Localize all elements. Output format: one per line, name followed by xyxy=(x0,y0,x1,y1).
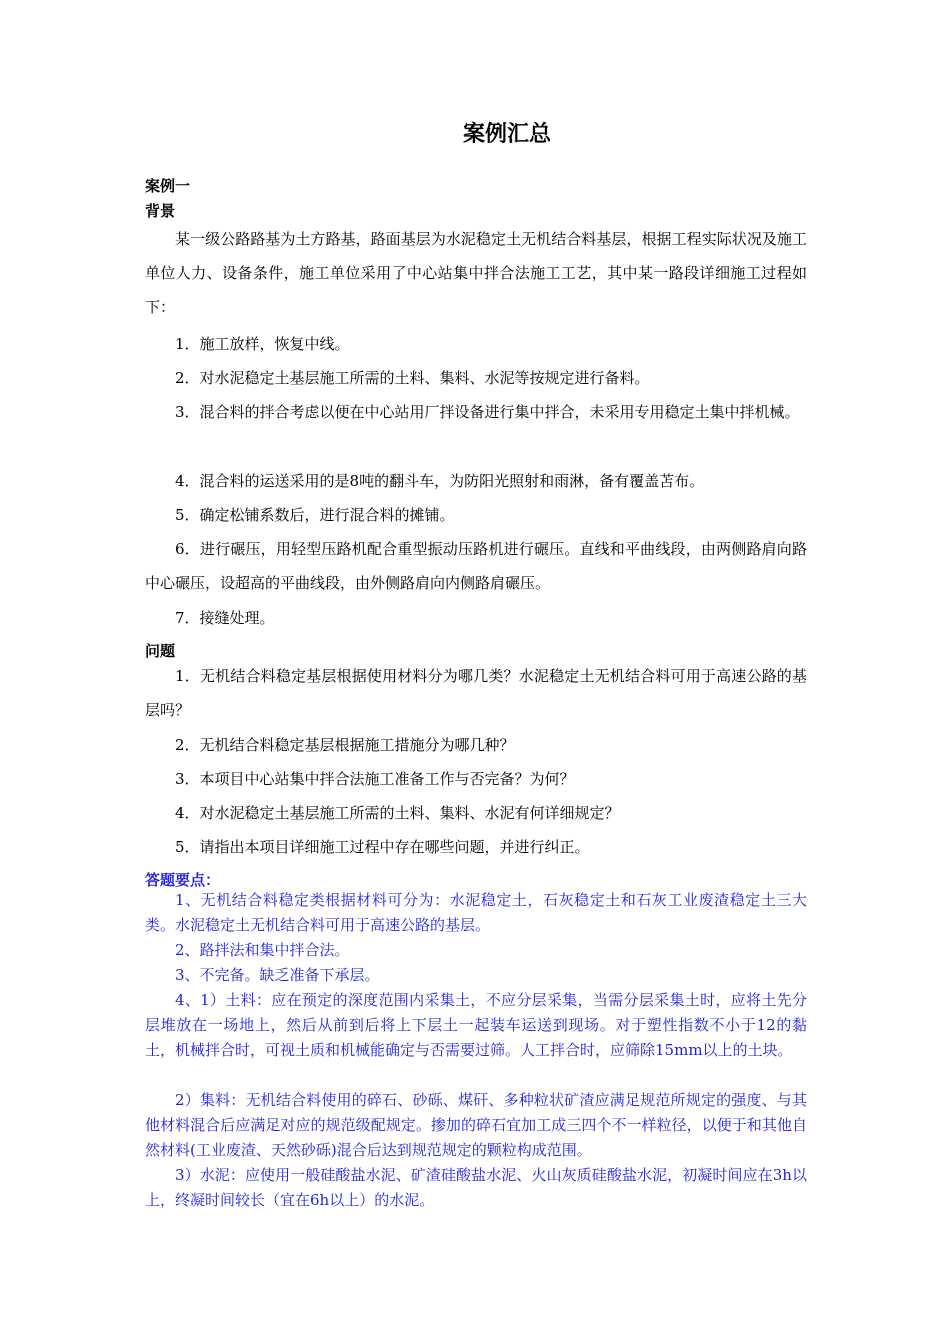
answer-item: 3）水泥：应使用一般硅酸盐水泥、矿渣硅酸盐水泥、火山灰质硅酸盐水泥，初凝时间应在3h以上，终凝时间较长（宜在6h以上）的水泥。 xyxy=(145,1166,807,1209)
step-item: 4．混合料的运送采用的是8吨的翻斗车，为防阳光照射和雨淋，备有覆盖苫布。 xyxy=(175,472,705,490)
question-item: 2．无机结合料稳定基层根据施工措施分为哪几种？ xyxy=(175,736,515,754)
step-item: 7．接缝处理。 xyxy=(175,609,275,627)
background-intro: 某一级公路路基为土方路基，路面基层为水泥稳定土无机结合料基层，根据工程实际状况及施工单位人力、设备条件，施工单位采用了中心站集中拌合法施工工艺，其中某一路段详细施工过程如下： xyxy=(145,230,807,316)
question-item: 5．请指出本项目详细施工过程中存在哪些问题，并进行纠正。 xyxy=(175,838,590,856)
answer-item: 3、不完备。缺乏准备下承层。 xyxy=(175,966,380,984)
background-label: 背景 xyxy=(145,202,176,220)
question-item: 1．无机结合料稳定基层根据使用材料分为哪几类？水泥稳定土无机结合料可用于高速公路的基层吗？ xyxy=(145,667,807,719)
step-item: 3．混合料的拌合考虑以便在中心站用厂拌设备进行集中拌合，未采用专用稳定土集中拌机械。 xyxy=(175,403,800,421)
answer-item: 2）集料：无机结合料使用的碎石、砂砾、煤矸、多种粒状矿渣应满足规范所规定的强度、与其他材料混合后应满足对应的规范级配规定。掺加的碎石宜加工成三四个不一样粒径，以便于和其他自然材料(工业废渣、天然砂砾)混合后达到规范规定的颗粒构成范围。 xyxy=(145,1091,807,1159)
answer-item: 2、路拌法和集中拌合法。 xyxy=(175,941,350,959)
step-item: 5．确定松铺系数后，进行混合料的摊铺。 xyxy=(175,506,455,524)
step-item: 1．施工放样，恢复中线。 xyxy=(175,335,350,353)
question-item: 3．本项目中心站集中拌合法施工准备工作与否完备？为何？ xyxy=(175,770,575,788)
page-title: 案例汇总 xyxy=(462,122,551,147)
step-item: 6．进行碾压，用轻型压路机配合重型振动压路机进行碾压。直线和平曲线段，由两侧路肩向路中心碾压，设超高的平曲线段，由外侧路肩向内侧路肩碾压。 xyxy=(145,540,807,592)
question-item: 4．对水泥稳定土基层施工所需的土料、集料、水泥有何详细规定？ xyxy=(175,804,620,822)
answers-label: 答题要点： xyxy=(145,871,221,889)
questions-label: 问题 xyxy=(145,642,176,660)
answer-item: 4、1）土料：应在预定的深度范围内采集土，不应分层采集，当需分层采集土时，应将土先分层堆放在一场地上，然后从前到后将上下层土一起装车运送到现场。对于塑性指数不小于12的黏土，机械拌合时，可视土质和机械能确定与否需要过筛。人工拌合时，应筛除15mm以上的土块。 xyxy=(145,991,807,1059)
answer-item: 1、无机结合料稳定类根据材料可分为：水泥稳定土，石灰稳定土和石灰工业废渣稳定土三大类。水泥稳定土无机结合料可用于高速公路的基层。 xyxy=(145,891,807,934)
case-label: 案例一 xyxy=(145,177,191,195)
step-item: 2．对水泥稳定土基层施工所需的土料、集料、水泥等按规定进行备料。 xyxy=(175,369,650,387)
